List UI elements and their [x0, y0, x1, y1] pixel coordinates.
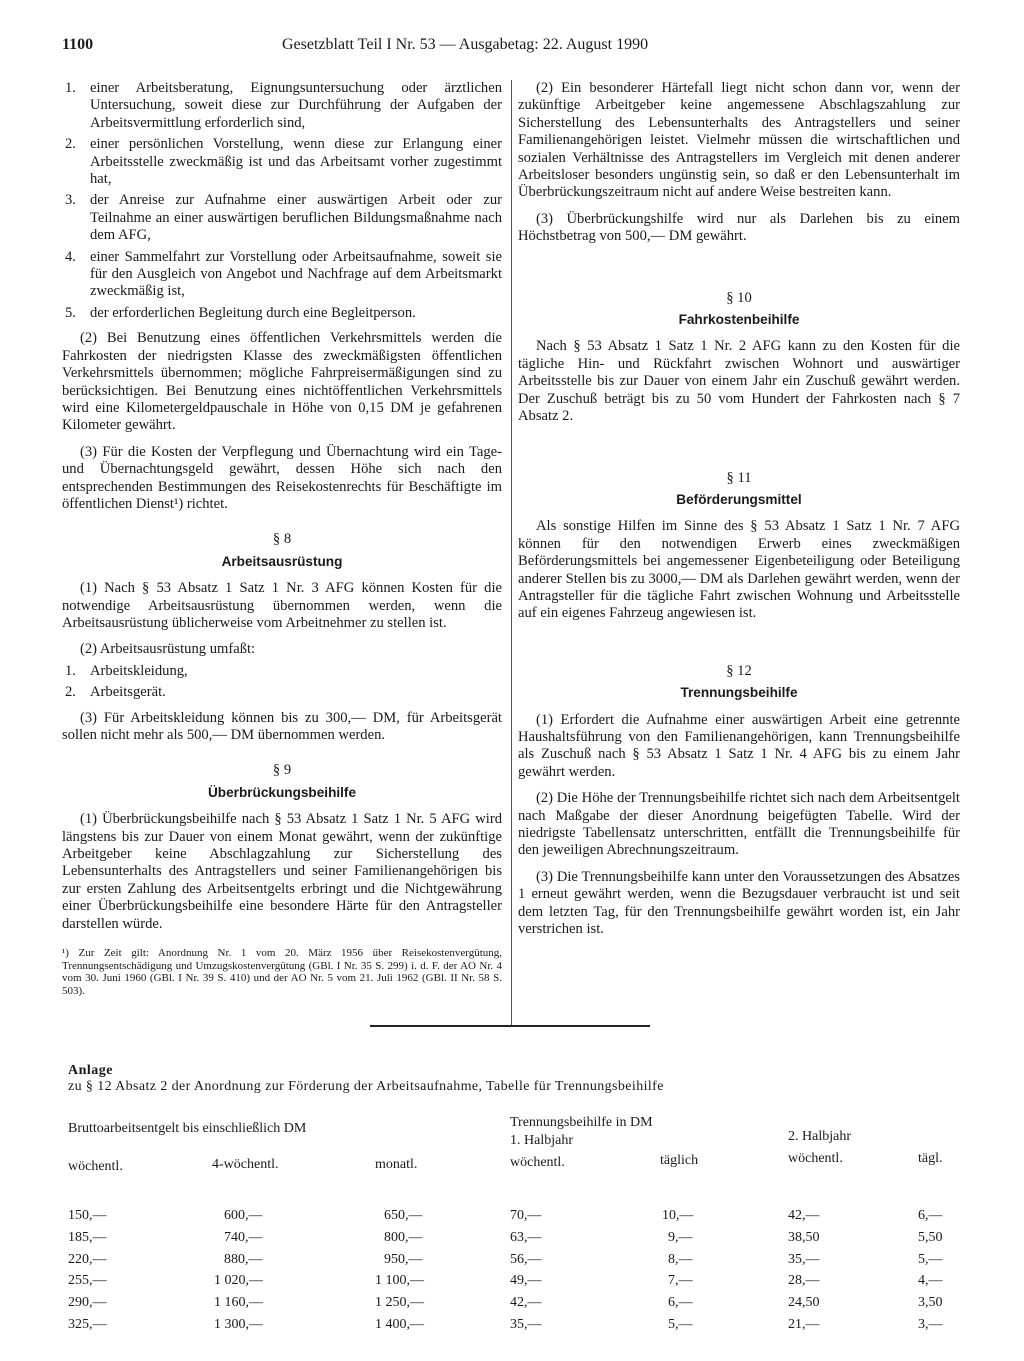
- table-cell: 49,—: [510, 1273, 542, 1289]
- cost-items-list: [62, 80, 502, 322]
- column-divider: [511, 80, 512, 1025]
- table-cell: 1 250,—: [375, 1295, 424, 1311]
- table-row: [0, 1295, 1024, 1317]
- section-title: Fahrkostenbeihilfe: [678, 312, 800, 328]
- table-cell: 1 300,—: [214, 1316, 263, 1332]
- list-item: 4. einer Sammelfahrt zur Vorstellung oder Arbeitsaufnahme, soweit sie für den Ausgleich von Angebot und Nachfrage auf dem Arbeitsmarkt zweckmäßig ist,: [65, 248, 502, 300]
- table-row: [0, 1252, 1024, 1274]
- table-cell: 150,—: [68, 1208, 107, 1223]
- table-cell: 255,—: [68, 1273, 107, 1289]
- table-cell: 1 100,—: [375, 1273, 424, 1289]
- section-number: § 8: [272, 531, 292, 548]
- list-item: 2. einer persönlichen Vorstellung, wenn diese zur Erlangung einer Arbeitsstelle zweckmäßig ist und das Arbeitsamt vorher zugestimmt hat,: [65, 136, 502, 188]
- gazette-title: Gesetzblatt Teil I Nr. 53 — Ausgabetag: 22. August 1990: [282, 36, 649, 53]
- table-cell: 740,—: [224, 1229, 263, 1245]
- annex-heading: [68, 1063, 948, 1095]
- list-item: 3. der Anreise zur Aufnahme einer auswärtigen Arbeit oder zur Teilnahme an einer auswärtigen beruflichen Bildungsmaßnahme nach dem AFG,: [65, 192, 502, 244]
- page-header: [62, 36, 962, 60]
- table-cell: 35,—: [788, 1251, 820, 1267]
- half-year-2-header: 2. Halbjahr: [788, 1129, 851, 1144]
- table-cell: 28,—: [788, 1273, 820, 1289]
- table-cell: 6,—: [668, 1295, 693, 1311]
- paragraph: (2) Ein besonderer Härtefall liegt nicht schon dann vor, wenn der zukünftige Arbeitgeber keine angemessene Abschlagszahlung zur Sicherstellung des Lebensunterhalts des Antragstellers und seiner Familienangehörigen leistet. Vielmehr müssen die wirtschaftlichen und sozialen Verhältnisse des Antragstellers im Vergleich mit denen anderer Arbeitsloser besonders ungünstig sein, so daß er den Lebensunterhalt im Überbrückungszeitraum nicht auf andere Weise bestreiten kann.: [518, 80, 960, 201]
- group-header-gross-pay: Bruttoarbeitsentgelt bis einschließlich DM: [68, 1121, 307, 1136]
- table-cell: 21,—: [788, 1316, 820, 1332]
- column-header: monatl.: [375, 1157, 418, 1172]
- section-number: § 10: [726, 289, 752, 306]
- paragraph: (1) Erfordert die Aufnahme einer auswärtigen Arbeit eine getrennte Haushaltsführung von den Familienangehörigen, kann Trennungsbeihilfe als Zuschuß nach § 53 Absatz 1 Satz 1 Nr. 4 AFG bis zu einem Jahr gewährt werden.: [518, 711, 960, 780]
- table-cell: 42,—: [510, 1295, 542, 1311]
- table-cell: 3,50: [918, 1295, 943, 1311]
- table-cell: 56,—: [510, 1251, 542, 1267]
- table-cell: 8,—: [668, 1251, 693, 1267]
- list-item: 1. einer Arbeitsberatung, Eignungsuntersuchung oder ärztlichen Untersuchung, soweit diese zur Durchführung der Aufgaben der Arbeitsvermittlung erforderlich sind,: [65, 80, 502, 131]
- annex-subtitle: zu § 12 Absatz 2 der Anordnung zur Förderung der Arbeitsaufnahme, Tabelle für Trennungsbeihilfe: [68, 1079, 664, 1094]
- table-cell: 42,—: [788, 1208, 820, 1223]
- table-cell: 7,—: [668, 1273, 693, 1289]
- table-cell: 4,—: [918, 1273, 943, 1289]
- left-column: [62, 80, 502, 997]
- paragraph: (3) Die Trennungsbeihilfe kann unter den Voraussetzungen des Absatzes 1 erneut gewährt werden, wenn die Bezugsdauer verbraucht ist und seit dem letzten Tag, für den Trennungsbeihilfe gewährt worden ist, ein Jahr verstrichen ist.: [518, 868, 960, 938]
- table-cell: 800,—: [384, 1229, 423, 1245]
- column-header: täglich: [660, 1153, 699, 1168]
- paragraph: (3) Überbrückungshilfe wird nur als Darlehen bis zu einem Höchstbetrag von 500,— DM gewährt.: [518, 210, 960, 245]
- table-cell: 600,—: [224, 1208, 263, 1223]
- column-header: wöchentl.: [510, 1155, 565, 1170]
- table-cell: 10,—: [662, 1208, 694, 1223]
- paragraph: (1) Nach § 53 Absatz 1 Satz 1 Nr. 3 AFG können Kosten für die notwendige Arbeitsausrüstung übernommen werden, wenn die Arbeitsausrüstung üblicherweise vom Arbeitnehmer zu stellen ist.: [62, 580, 502, 631]
- table-cell: 5,—: [918, 1251, 943, 1267]
- table-cell: 950,—: [384, 1251, 423, 1267]
- column-header: 4-wöchentl.: [212, 1157, 279, 1172]
- table-cell: 63,—: [510, 1229, 542, 1245]
- table-row: [0, 1230, 1024, 1252]
- table-cell: 1 400,—: [375, 1316, 424, 1332]
- column-header: wöchentl.: [68, 1159, 123, 1174]
- paragraph: (3) Für Arbeitskleidung können bis zu 300,— DM, für Arbeitsgerät sollen nicht mehr als 500,— DM übernommen werden.: [62, 709, 502, 743]
- table-cell: 880,—: [224, 1251, 263, 1267]
- table-row: [0, 1273, 1024, 1295]
- table-cell: 24,50: [788, 1295, 820, 1311]
- allowance-table: [0, 1208, 1024, 1339]
- section-number: § 12: [726, 662, 752, 679]
- paragraph: (2) Arbeitsausrüstung umfaßt:: [80, 641, 256, 658]
- table-cell: 3,—: [918, 1316, 943, 1332]
- table-row: [0, 1208, 1024, 1230]
- table-cell: 1 020,—: [214, 1273, 263, 1289]
- annex-title: Anlage: [68, 1063, 113, 1078]
- list-item: 2. Arbeitsgerät.: [65, 684, 166, 701]
- table-cell: 650,—: [384, 1208, 423, 1223]
- section-number: § 9: [272, 762, 292, 779]
- table-cell: 325,—: [68, 1316, 107, 1332]
- table-cell: 70,—: [510, 1208, 542, 1223]
- paragraph: Nach § 53 Absatz 1 Satz 1 Nr. 2 AFG kann zu den Kosten für die tägliche Hin- und Rückfahrt zwischen Wohnort und auswärtiger Arbeitsstelle bis zur Dauer von einem Jahr ein Zuschuß gewährt werden. Der Zuschuß beträgt bis zu 50 vom Hundert der Fahrkosten nach § 7 Absatz 2.: [518, 338, 960, 425]
- table-cell: 5,50: [918, 1229, 943, 1245]
- paragraph: (2) Die Höhe der Trennungsbeihilfe richtet sich nach dem Arbeitsentgelt nach Maßgabe der dieser Anordnung beigefügten Tabelle. Wird der niedrigste Tabellensatz unterschritten, entfällt die Trennungsbeihilfe für den jeweiligen Abrechnungszeitraum.: [518, 790, 960, 859]
- column-header: tägl.: [918, 1151, 943, 1166]
- list-item: 1. Arbeitskleidung,: [65, 662, 188, 679]
- half-year-1-header: 1. Halbjahr: [510, 1133, 573, 1148]
- paragraph: Als sonstige Hilfen im Sinne des § 53 Absatz 1 Satz 1 Nr. 7 AFG können für den notwendigen Erwerb eines zweckmäßigen Beförderungsmittels bei angemessener Eigenbeteiligung oder Beteiligung anderer Stellen bis zu 3000,— DM als Darlehen gewährt werden, wenn der Antragsteller für die tägliche Fahrt zwischen Wohnung und Arbeitsstelle auf ein eigenes Fahrzeug angewiesen ist.: [518, 518, 960, 622]
- table-header: [0, 1115, 1024, 1185]
- group-header-separation-allowance: Trennungsbeihilfe in DM: [510, 1115, 653, 1130]
- section-title: Trennungsbeihilfe: [680, 685, 798, 701]
- column-header: wöchentl.: [788, 1151, 843, 1166]
- section-title: Beförderungsmittel: [676, 491, 802, 507]
- equipment-list: [62, 663, 502, 702]
- divider: [370, 1025, 650, 1027]
- section-title: Überbrückungsbeihilfe: [207, 784, 357, 800]
- table-cell: 6,—: [918, 1208, 943, 1223]
- table-cell: 5,—: [668, 1316, 693, 1332]
- page-number: 1100: [62, 36, 94, 53]
- paragraph: (3) Für die Kosten der Verpflegung und Übernachtung wird ein Tage- und Übernachtungsgeld gewährt, dessen Höhe sich nach den entsprechenden Bestimmungen des Reisekostenrechts für Beschäftigte im öffentlichen Dienst¹) richtet.: [62, 443, 502, 512]
- section-number: § 11: [726, 469, 752, 486]
- table-cell: 38,50: [788, 1229, 820, 1245]
- table-cell: 185,—: [68, 1229, 107, 1245]
- right-column: [518, 80, 960, 947]
- table-row: [0, 1317, 1024, 1339]
- table-cell: 9,—: [668, 1229, 693, 1245]
- footnote: ¹) Zur Zeit gilt: Anordnung Nr. 1 vom 20. März 1956 über Reisekostenvergütung, Trennungsentschädigung und Umzugskostenvergütung (GBl. I Nr. 35 S. 299) i. d. F. der AO Nr. 4 vom 30. Juni 1960 (GBl. I Nr. 39 S. 410) und der AO Nr. 5 vom 21. Juli 1962 (GBl. II Nr. 58 S. 503).: [62, 947, 502, 997]
- table-cell: 35,—: [510, 1316, 542, 1332]
- table-cell: 290,—: [68, 1295, 107, 1311]
- table-cell: 220,—: [68, 1251, 107, 1267]
- section-title: Arbeitsausrüstung: [221, 553, 343, 569]
- paragraph: (2) Bei Benutzung eines öffentlichen Verkehrsmittels werden die Fahrkosten der niedrigsten Klasse des zweckmäßigsten öffentlichen Verkehrsmittels übernommen; mögliche Fahrpreisermäßigungen sind zu berücksichtigen. Bei Benutzung eines nichtöffentlichen Verkehrsmittels wird eine Kilometergeldpauschale in Höhe von 0,15 DM je gefahrenen Kilometer gewährt.: [62, 330, 502, 434]
- list-item: 5. der erforderlichen Begleitung durch eine Begleitperson.: [65, 304, 416, 321]
- table-cell: 1 160,—: [214, 1295, 263, 1311]
- paragraph: (1) Überbrückungsbeihilfe nach § 53 Absatz 1 Satz 1 Nr. 5 AFG wird längstens bis zur Dauer von einem Monat gewährt, wenn der zukünftige Arbeitgeber keine Abschlagzahlung zur Sicherstellung des Lebensunterhalts des Antragstellers und seiner Familienangehörigen bis zur ersten Zahlung des Arbeitsentgelts erbringt und die Nichtgewährung einer Überbrückungsbeihilfe eine besondere Härte für den Antragsteller darstellen würde.: [62, 811, 502, 932]
